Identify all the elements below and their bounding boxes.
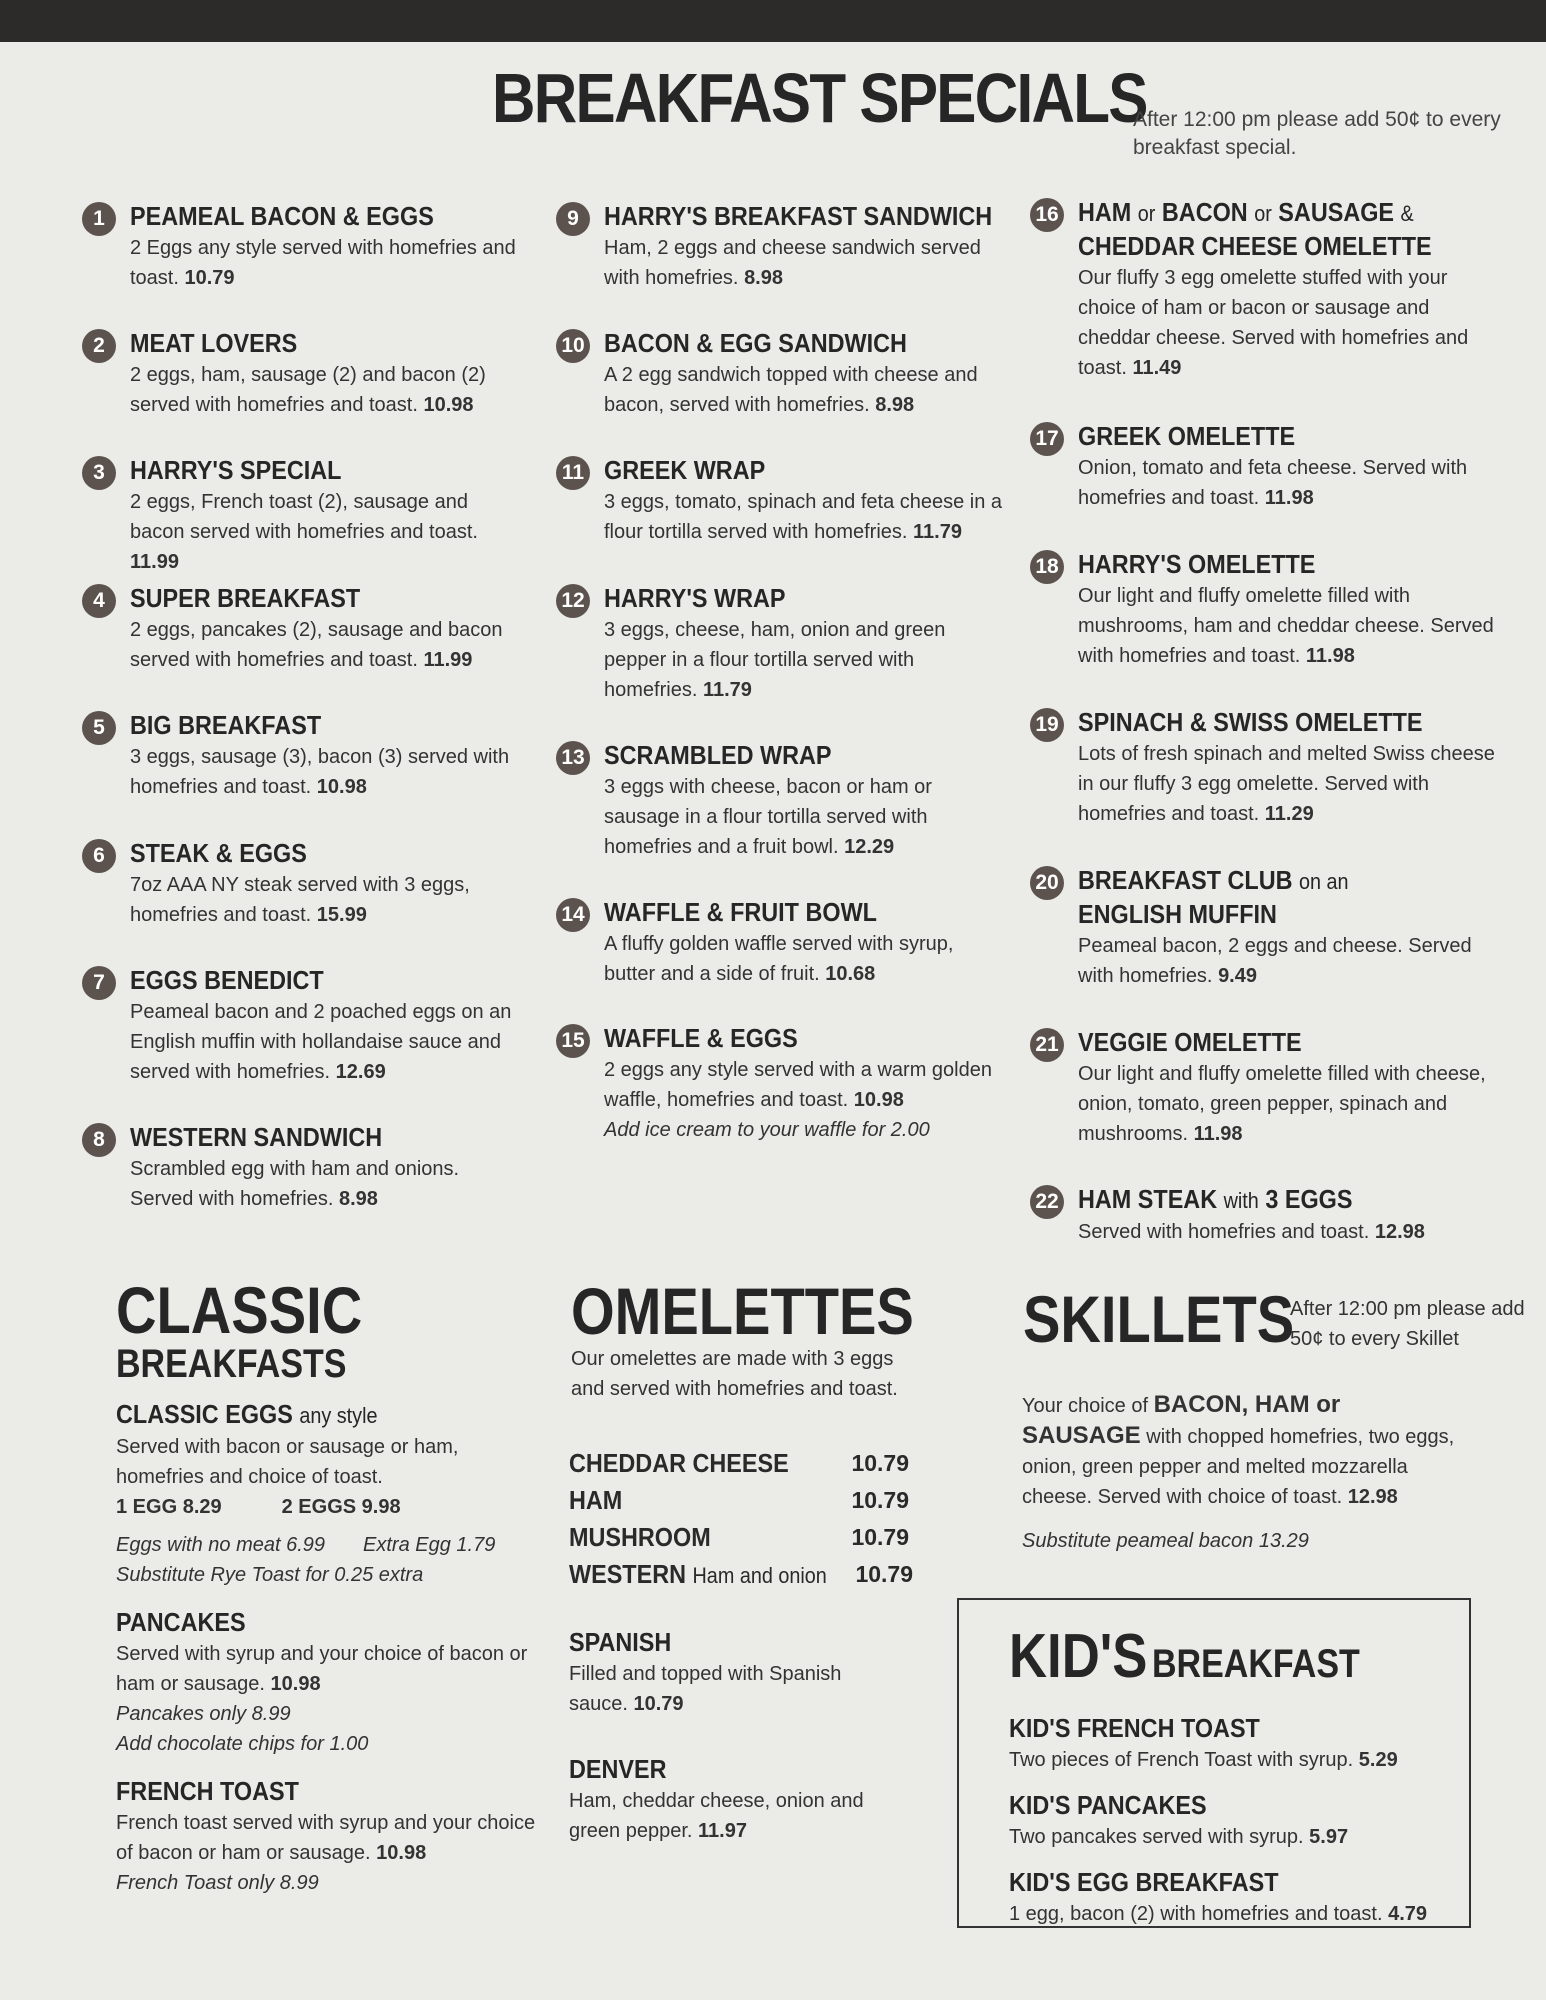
item-number: 16 <box>1030 198 1064 232</box>
item-desc: 3 eggs, sausage (3), bacon (3) served with homefries and toast. <box>130 746 510 798</box>
item-title: SPINACH & SWISS OMELETTE <box>1078 707 1423 737</box>
special-item <box>1030 864 1500 991</box>
item-title: HARRY'S WRAP <box>604 583 786 613</box>
kids-item-title: KID'S PANCAKES <box>1009 1790 1207 1820</box>
special-item <box>1030 420 1500 513</box>
special-item <box>1030 706 1500 829</box>
denver-title: DENVER <box>569 1754 667 1784</box>
item-desc: Served with homefries and toast. <box>1078 1221 1370 1243</box>
item-number: 2 <box>82 329 116 363</box>
denver-omelette <box>569 1753 899 1846</box>
item-title: WESTERN SANDWICH <box>130 1122 383 1152</box>
item-number: 15 <box>556 1024 590 1058</box>
kids-item-title: KID'S FRENCH TOAST <box>1009 1713 1260 1743</box>
classic-eggs-prices: 1 EGG 8.29 2 EGGS 9.98 <box>116 1496 401 1518</box>
kids-item-price: 4.79 <box>1388 1903 1428 1925</box>
item-price: 12.29 <box>844 836 895 858</box>
item-title: EGGS BENEDICT <box>130 965 324 995</box>
item-title: WAFFLE & FRUIT BOWL <box>604 897 877 927</box>
item-price: 11.49 <box>1132 357 1182 379</box>
special-item <box>1030 1026 1500 1149</box>
special-item <box>82 709 522 802</box>
classic-rye-note: Substitute Rye Toast for 0.25 extra <box>116 1564 424 1586</box>
special-item <box>82 1121 522 1214</box>
french-toast-desc: French toast served with syrup and your choice of bacon or ham or sausage. <box>116 1812 536 1864</box>
special-item <box>556 896 1006 989</box>
item-number: 14 <box>556 898 590 932</box>
item-desc: 2 eggs, French toast (2), sausage and bacon served with homefries and toast. <box>130 491 478 543</box>
omelette-list <box>569 1445 914 1594</box>
item-desc: 7oz AAA NY steak served with 3 eggs, homefries and toast. <box>130 874 470 926</box>
top-border <box>0 0 1546 42</box>
skillet-sub-note: Substitute peameal bacon 13.29 <box>1022 1530 1309 1552</box>
item-price: 11.99 <box>423 649 473 671</box>
skillet-price: 12.98 <box>1347 1486 1398 1508</box>
classic-section <box>116 1273 536 1898</box>
kids-item-price: 5.97 <box>1309 1826 1349 1848</box>
item-title: BACON & EGG SANDWICH <box>604 328 907 358</box>
item-title: GREEK OMELETTE <box>1078 421 1296 451</box>
omelette-row: MUSHROOM 10.79 <box>569 1522 909 1552</box>
item-price: 9.49 <box>1218 965 1257 987</box>
pancakes-only: Pancakes only 8.99 <box>116 1703 291 1725</box>
special-item <box>82 837 522 930</box>
special-item <box>556 739 1006 862</box>
spanish-price: 10.79 <box>633 1693 684 1715</box>
item-number: 11 <box>556 456 590 490</box>
item-number: 18 <box>1030 550 1064 584</box>
omelette-row: CHEDDAR CHEESE 10.79 <box>569 1448 909 1478</box>
item-number: 9 <box>556 202 590 236</box>
special-item <box>556 582 1006 705</box>
item-title: VEGGIE OMELETTE <box>1078 1027 1302 1057</box>
item-title: SUPER BREAKFAST <box>130 583 361 613</box>
item-desc: Onion, tomato and feta cheese. Served with homefries and toast. <box>1078 457 1468 509</box>
chocolate-chips-note: Add chocolate chips for 1.00 <box>116 1733 369 1755</box>
item-price: 8.98 <box>875 394 915 416</box>
skillet-desc: with chopped homefries, two eggs, onion, green pepper and melted mozzarella cheese. Served with choice of toast. <box>1022 1426 1455 1508</box>
spanish-omelette <box>569 1626 899 1719</box>
item-price: 10.79 <box>184 267 235 289</box>
item-title: HARRY'S SPECIAL <box>130 455 342 485</box>
french-toast-title: FRENCH TOAST <box>116 1776 299 1806</box>
spanish-title: SPANISH <box>569 1627 672 1657</box>
pancakes-price: 10.98 <box>270 1673 321 1695</box>
item-price: 11.79 <box>913 521 962 543</box>
item-desc: 3 eggs, tomato, spinach and feta cheese in a flour tortilla served with homefries. <box>604 491 1003 543</box>
header-note: After 12:00 pm please add 50¢ to every breakfast special. <box>1133 108 1501 159</box>
pancakes-title: PANCAKES <box>116 1607 246 1637</box>
special-item <box>82 327 522 420</box>
item-desc: A 2 egg sandwich topped with cheese and bacon, served with homefries. <box>604 364 978 416</box>
item-price: 15.99 <box>316 904 367 926</box>
omelettes-intro: Our omelettes are made with 3 eggs and served with homefries and toast. <box>571 1348 898 1400</box>
item-price: 12.98 <box>1374 1221 1425 1243</box>
item-price: 11.79 <box>702 679 752 701</box>
item-number: 12 <box>556 584 590 618</box>
kids-item-desc: Two pieces of French Toast with syrup. <box>1009 1749 1354 1771</box>
item-title: HAM or BACON or SAUSAGE & CHEDDAR CHEESE OMELETTE <box>1078 197 1432 261</box>
kids-item-title: KID'S EGG BREAKFAST <box>1009 1867 1279 1897</box>
item-desc: Our light and fluffy omelette filled with mushrooms, ham and cheddar cheese. Served with homefries and toast. <box>1078 585 1494 667</box>
item-number: 21 <box>1030 1028 1064 1062</box>
item-title: MEAT LOVERS <box>130 328 298 358</box>
omelette-row: WESTERN Ham and onion 10.79 <box>569 1559 914 1589</box>
item-desc: Ham, 2 eggs and cheese sandwich served with homefries. <box>604 237 981 289</box>
item-number: 20 <box>1030 866 1064 900</box>
classic-eggs-title: CLASSIC EGGS any style <box>116 1399 378 1429</box>
special-item <box>82 964 522 1087</box>
skillet-lead: Your choice of <box>1022 1395 1149 1417</box>
special-item <box>82 582 522 675</box>
item-number: 13 <box>556 741 590 775</box>
item-price: 12.69 <box>335 1061 386 1083</box>
item-title: STEAK & EGGS <box>130 838 307 868</box>
classic-title-sub: BREAKFASTS <box>116 1342 347 1386</box>
item-number: 1 <box>82 202 116 236</box>
kids-title: KID'S BREAKFAST <box>1009 1622 1361 1691</box>
item-number: 5 <box>82 711 116 745</box>
kids-item-desc: Two pancakes served with syrup. <box>1009 1826 1304 1848</box>
kids-item-price: 5.29 <box>1358 1749 1398 1771</box>
item-number: 17 <box>1030 422 1064 456</box>
item-price: 10.98 <box>316 776 367 798</box>
item-title: HARRY'S OMELETTE <box>1078 549 1316 579</box>
item-desc: A fluffy golden waffle served with syrup, butter and a side of fruit. <box>604 933 954 985</box>
item-price: 10.68 <box>825 963 876 985</box>
item-extra-note: Add ice cream to your waffle for 2.00 <box>604 1119 930 1141</box>
item-desc: 3 eggs with cheese, bacon or ham or sausage in a flour tortilla served with homefries and a fruit bowl. <box>604 776 932 858</box>
special-item <box>1030 1183 1500 1247</box>
french-toast-only: French Toast only 8.99 <box>116 1872 319 1894</box>
item-desc: 2 eggs any style served with a warm golden waffle, homefries and toast. <box>604 1059 992 1111</box>
item-desc: Our fluffy 3 egg omelette stuffed with your choice of ham or bacon or sausage and cheddar cheese. Served with homefries and toast. <box>1078 267 1469 379</box>
item-title: HARRY'S BREAKFAST SANDWICH <box>604 201 993 231</box>
special-item <box>82 200 522 293</box>
special-item <box>556 200 1006 293</box>
special-item <box>1030 548 1500 671</box>
kids-breakfast-box <box>957 1598 1471 1928</box>
classic-eggs-extra: Eggs with no meat 6.99 Extra Egg 1.79 <box>116 1534 496 1556</box>
item-number: 22 <box>1030 1185 1064 1219</box>
item-price: 11.98 <box>1193 1123 1243 1145</box>
item-title: BIG BREAKFAST <box>130 710 322 740</box>
item-title: WAFFLE & EGGS <box>604 1023 798 1053</box>
skillets-note: After 12:00 pm please add 50¢ to every Skillet <box>1290 1298 1525 1350</box>
skillet-options: BACON, HAM or SAUSAGE <box>1022 1391 1341 1449</box>
denver-desc: Ham, cheddar cheese, onion and green pepper. <box>569 1790 864 1842</box>
item-number: 8 <box>82 1123 116 1157</box>
item-title: SCRAMBLED WRAP <box>604 740 832 770</box>
omelette-row: HAM 10.79 <box>569 1485 909 1515</box>
special-item <box>1030 196 1500 383</box>
item-price: 10.98 <box>423 394 474 416</box>
item-price: 11.99 <box>130 551 179 573</box>
item-desc: Lots of fresh spinach and melted Swiss cheese in our fluffy 3 egg omelette. Served with homefries and toast. <box>1078 743 1495 825</box>
item-desc: Scrambled egg with ham and onions. Served with homefries. <box>130 1158 460 1210</box>
special-item <box>556 327 1006 420</box>
omelettes-section <box>571 1274 931 1404</box>
classic-title: CLASSIC <box>116 1273 363 1347</box>
item-number: 7 <box>82 966 116 1000</box>
item-desc: 2 Eggs any style served with homefries and toast. <box>130 237 516 289</box>
omelettes-title: OMELETTES <box>571 1274 914 1348</box>
item-title: PEAMEAL BACON & EGGS <box>130 201 434 231</box>
item-number: 3 <box>82 456 116 490</box>
page-title: BREAKFAST SPECIALS <box>492 59 1147 137</box>
denver-price: 11.97 <box>698 1820 747 1842</box>
item-price: 8.98 <box>744 267 783 289</box>
item-price: 8.98 <box>338 1188 378 1210</box>
kids-item-desc: 1 egg, bacon (2) with homefries and toast. <box>1009 1903 1383 1925</box>
item-number: 19 <box>1030 708 1064 742</box>
item-desc: Peameal bacon and 2 poached eggs on an English muffin with hollandaise sauce and served with homefries. <box>130 1001 512 1083</box>
item-desc: Peameal bacon, 2 eggs and cheese. Served with homefries. <box>1078 935 1472 987</box>
item-desc: 2 eggs, ham, sausage (2) and bacon (2) served with homefries and toast. <box>130 364 486 416</box>
item-desc: 2 eggs, pancakes (2), sausage and bacon served with homefries and toast. <box>130 619 503 671</box>
item-desc: 3 eggs, cheese, ham, onion and green pepper in a flour tortilla served with homefries. <box>604 619 946 701</box>
special-item <box>556 454 1006 547</box>
skillet-item <box>1022 1390 1462 1556</box>
item-price: 11.98 <box>1264 487 1314 509</box>
item-number: 4 <box>82 584 116 618</box>
special-item <box>556 1022 1006 1145</box>
item-title: HAM STEAK with 3 EGGS <box>1078 1184 1353 1214</box>
spanish-desc: Filled and topped with Spanish sauce. <box>569 1663 842 1715</box>
french-toast-price: 10.98 <box>376 1842 427 1864</box>
special-item <box>82 454 522 577</box>
pancakes-desc: Served with syrup and your choice of bacon or ham or sausage. <box>116 1643 528 1695</box>
item-number: 6 <box>82 839 116 873</box>
item-title: GREEK WRAP <box>604 455 766 485</box>
item-price: 11.98 <box>1305 645 1355 667</box>
item-desc: Our light and fluffy omelette filled with cheese, onion, tomato, green pepper, spinach and mushrooms. <box>1078 1063 1486 1145</box>
item-price: 11.29 <box>1264 803 1314 825</box>
classic-eggs-desc: Served with bacon or sausage or ham, homefries and choice of toast. <box>116 1436 459 1488</box>
item-price: 10.98 <box>853 1089 904 1111</box>
skillets-title: SKILLETS <box>1023 1282 1295 1356</box>
item-number: 10 <box>556 329 590 363</box>
item-title: BREAKFAST CLUB on an ENGLISH MUFFIN <box>1078 865 1349 929</box>
